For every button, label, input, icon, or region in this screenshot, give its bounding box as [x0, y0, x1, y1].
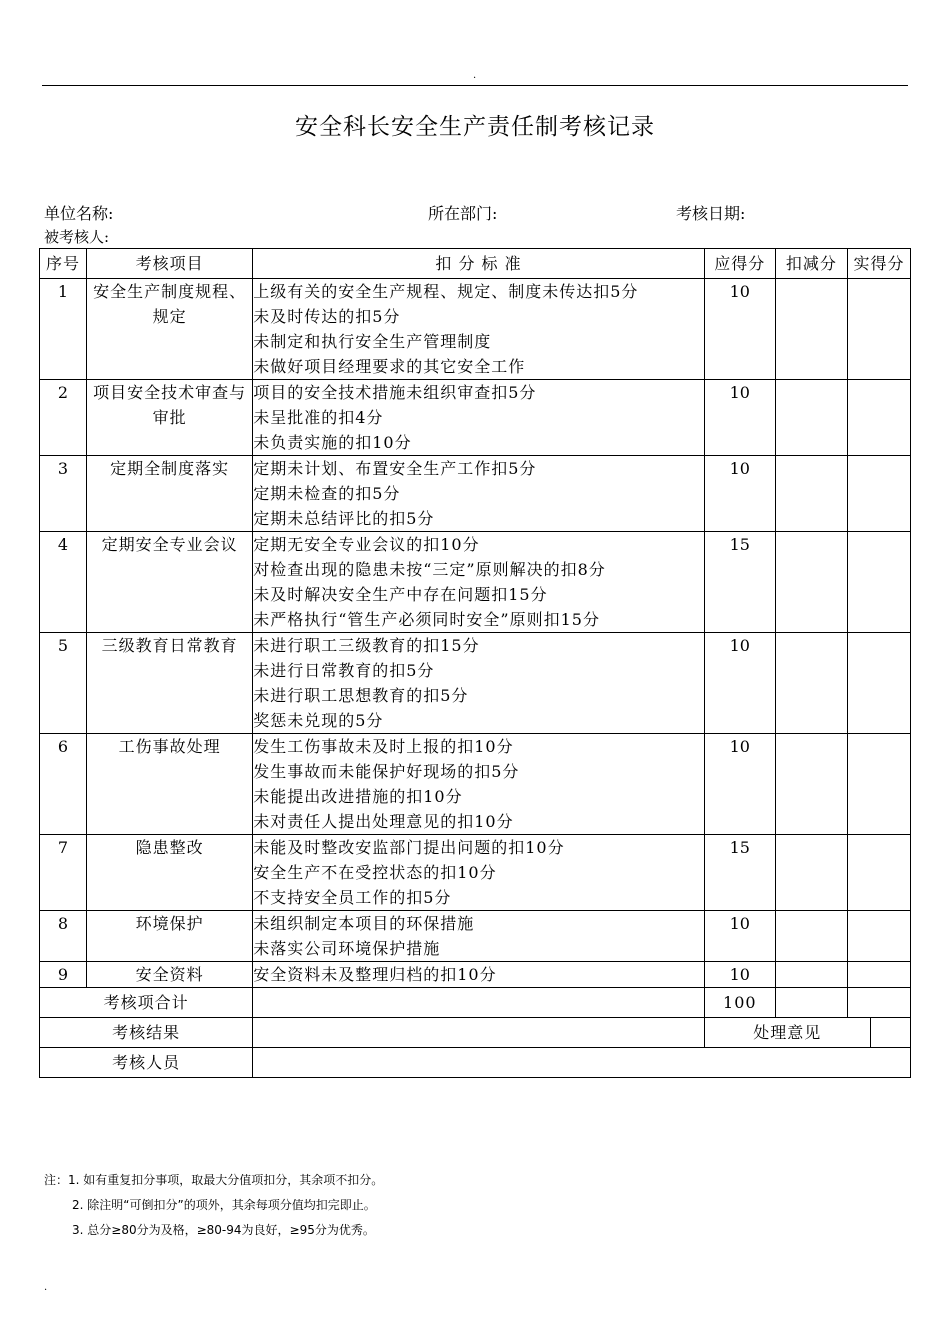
standard-line: 未进行职工思想教育的扣5分 [253, 686, 469, 705]
row-actual-cell[interactable] [847, 962, 910, 988]
result-label: 考核结果 [40, 1018, 253, 1048]
opinion-label: 处理意见 [705, 1018, 871, 1047]
result-row [40, 1018, 911, 1048]
standard-line: 未进行日常教育的扣5分 [253, 661, 435, 680]
row-full-score: 10 [704, 456, 775, 532]
row-number: 3 [40, 456, 87, 532]
standard-line: 未负责实施的扣10分 [253, 433, 412, 452]
row-number: 1 [40, 279, 87, 380]
result-cell[interactable] [253, 1018, 705, 1048]
row-deduction-cell[interactable] [775, 734, 847, 835]
page-title: 安全科长安全生产责任制考核记录 [295, 114, 655, 140]
row-actual-cell[interactable] [847, 279, 910, 380]
header-no: 序号 [40, 249, 87, 279]
standard-line: 未及时解决安全生产中存在问题扣15分 [253, 585, 548, 604]
standard-line: 发生事故而未能保护好现场的扣5分 [253, 762, 520, 781]
header-full-score: 应得分 [704, 249, 775, 279]
header-item: 考核项目 [87, 249, 253, 279]
row-item: 项目安全技术审查与审批 [87, 380, 253, 456]
total-blank [253, 988, 705, 1018]
header-standard: 扣 分 标 准 [253, 249, 705, 279]
table-header-row [40, 249, 911, 279]
standard-line: 未能提出改进措施的扣10分 [253, 787, 463, 806]
standard-line: 项目的安全技术措施未组织审查扣5分 [253, 383, 537, 402]
row-full-score: 10 [704, 911, 775, 962]
row-standards [253, 456, 705, 532]
row-full-score: 10 [704, 962, 775, 988]
standard-line: 未呈批准的扣4分 [253, 408, 384, 427]
standard-line: 未及时传达的扣5分 [253, 307, 401, 326]
row-full-score: 10 [704, 734, 775, 835]
row-item: 隐患整改 [87, 835, 253, 911]
row-item: 定期全制度落实 [87, 456, 253, 532]
row-standards [253, 911, 705, 962]
row-number: 7 [40, 835, 87, 911]
standard-line: 未严格执行“管生产必须同时安全”原则扣15分 [253, 610, 600, 629]
row-standards [253, 380, 705, 456]
opinion-value-cell[interactable] [871, 1018, 910, 1047]
header-deduction: 扣减分 [775, 249, 847, 279]
row-number: 6 [40, 734, 87, 835]
row-standards [253, 633, 705, 734]
total-value: 100 [704, 988, 775, 1018]
standard-line: 安全生产不在受控状态的扣10分 [253, 863, 497, 882]
standard-line: 未对责任人提出处理意见的扣10分 [253, 812, 514, 831]
standard-line: 奖惩未兑现的5分 [253, 711, 384, 730]
row-deduction-cell[interactable] [775, 380, 847, 456]
header-rule [42, 85, 908, 86]
row-full-score: 15 [704, 835, 775, 911]
standard-line: 未进行职工三级教育的扣15分 [253, 636, 480, 655]
total-deduction-cell[interactable] [775, 988, 847, 1018]
row-item: 环境保护 [87, 911, 253, 962]
table-row [40, 279, 911, 380]
row-full-score: 10 [704, 380, 775, 456]
header-actual-score: 实得分 [847, 249, 910, 279]
row-number: 5 [40, 633, 87, 734]
row-full-score: 10 [704, 279, 775, 380]
standard-line: 未制定和执行安全生产管理制度 [253, 332, 492, 351]
note-1: 注：1. 如有重复扣分事项，取最大分值项扣分，其余项不扣分。 [44, 1173, 384, 1187]
row-actual-cell[interactable] [847, 911, 910, 962]
reviewer-label: 考核人员 [40, 1048, 253, 1078]
row-standards [253, 835, 705, 911]
standard-line: 安全资料未及整理归档的扣10分 [253, 965, 497, 984]
table-row [40, 380, 911, 456]
row-item: 工伤事故处理 [87, 734, 253, 835]
assessed-person-label: 被考核人: [44, 228, 110, 246]
unit-name-label: 单位名称: [44, 204, 114, 223]
row-deduction-cell[interactable] [775, 633, 847, 734]
opinion-cell [704, 1018, 910, 1048]
assessment-table [39, 248, 911, 1078]
row-deduction-cell[interactable] [775, 279, 847, 380]
row-actual-cell[interactable] [847, 633, 910, 734]
row-full-score: 10 [704, 633, 775, 734]
table-row [40, 734, 911, 835]
row-item: 三级教育日常教育 [87, 633, 253, 734]
header-dot: . [473, 70, 477, 81]
assessment-date-label: 考核日期: [676, 204, 746, 223]
standard-line: 不支持安全员工作的扣5分 [253, 888, 452, 907]
row-actual-cell[interactable] [847, 734, 910, 835]
row-actual-cell[interactable] [847, 380, 910, 456]
row-number: 4 [40, 532, 87, 633]
row-item: 安全资料 [87, 962, 253, 988]
row-item: 定期安全专业会议 [87, 532, 253, 633]
table-row [40, 456, 911, 532]
row-deduction-cell[interactable] [775, 911, 847, 962]
standard-line: 定期无安全专业会议的扣10分 [253, 535, 480, 554]
row-deduction-cell[interactable] [775, 532, 847, 633]
row-actual-cell[interactable] [847, 456, 910, 532]
standard-line: 未能及时整改安监部门提出问题的扣10分 [253, 838, 565, 857]
row-standards [253, 532, 705, 633]
table-row [40, 962, 911, 988]
row-number: 9 [40, 962, 87, 988]
reviewer-cell[interactable] [253, 1048, 911, 1078]
standard-line: 上级有关的安全生产规程、规定、制度未传达扣5分 [253, 282, 639, 301]
notes [44, 1168, 383, 1243]
row-number: 8 [40, 911, 87, 962]
row-standards [253, 734, 705, 835]
row-full-score: 15 [704, 532, 775, 633]
table-row [40, 911, 911, 962]
total-actual-cell[interactable] [847, 988, 910, 1018]
standard-line: 未做好项目经理要求的其它安全工作 [253, 357, 526, 376]
table-row [40, 835, 911, 911]
total-label: 考核项合计 [40, 988, 253, 1018]
table-row [40, 532, 911, 633]
row-deduction-cell[interactable] [775, 835, 847, 911]
row-standards [253, 279, 705, 380]
row-actual-cell[interactable] [847, 532, 910, 633]
row-standards [253, 962, 705, 988]
note-2: 2. 除注明“可倒扣分”的项外，其余每项分值均扣完即止。 [72, 1198, 376, 1212]
row-deduction-cell[interactable] [775, 456, 847, 532]
row-number: 2 [40, 380, 87, 456]
standard-line: 对检查出现的隐患未按“三定”原则解决的扣8分 [253, 560, 606, 579]
row-actual-cell[interactable] [847, 835, 910, 911]
row-deduction-cell[interactable] [775, 962, 847, 988]
note-3: 3. 总分≥80分为及格，≥80-94为良好，≥95分为优秀。 [72, 1223, 375, 1237]
department-label: 所在部门: [428, 204, 498, 223]
total-row [40, 988, 911, 1018]
standard-line: 未落实公司环境保护措施 [253, 939, 441, 958]
standard-line: 发生工伤事故未及时上报的扣10分 [253, 737, 514, 756]
footer-dot: . [44, 1282, 48, 1293]
standard-line: 定期未计划、布置安全生产工作扣5分 [253, 459, 537, 478]
table-row [40, 633, 911, 734]
reviewer-row [40, 1048, 911, 1078]
standard-line: 定期未总结评比的扣5分 [253, 509, 435, 528]
row-item: 安全生产制度规程、规定 [87, 279, 253, 380]
standard-line: 未组织制定本项目的环保措施 [253, 914, 475, 933]
standard-line: 定期未检查的扣5分 [253, 484, 401, 503]
